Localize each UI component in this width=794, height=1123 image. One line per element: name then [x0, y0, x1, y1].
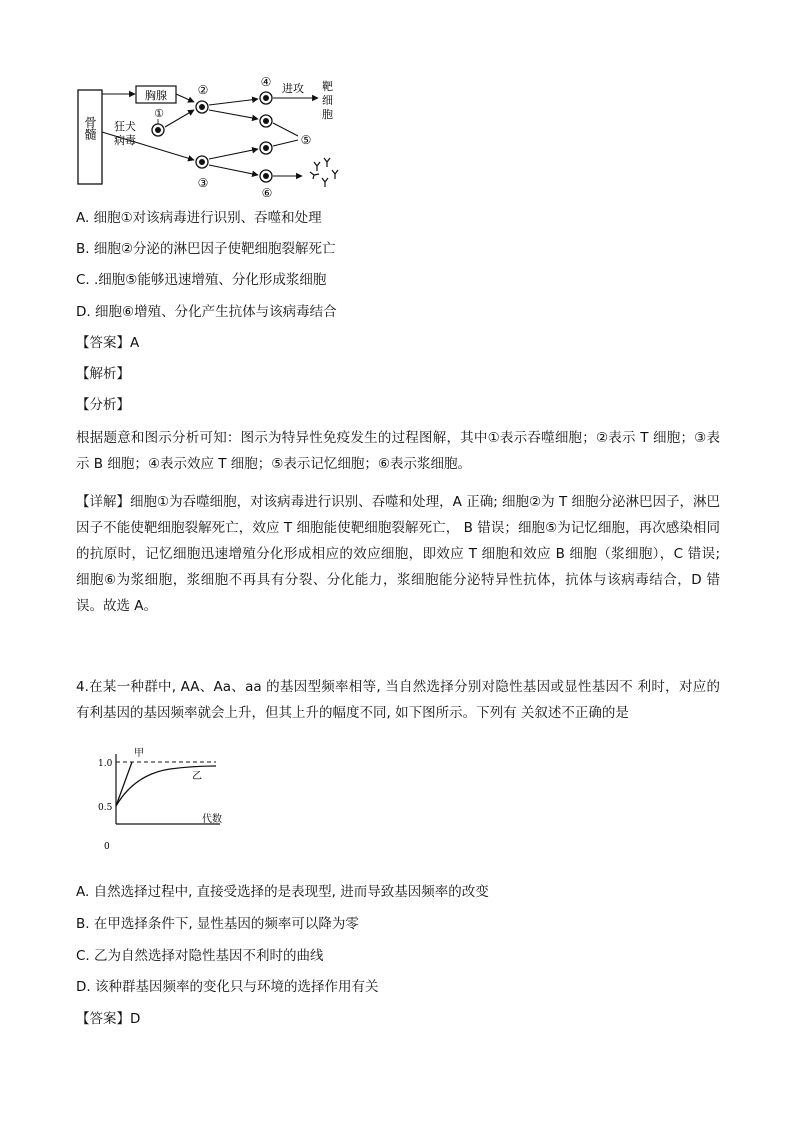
q3-option-d: D. 细胞⑥增殖、分化产生抗体与该病毒结合 — [76, 304, 337, 320]
q3-analysis-subtitle: 【分析】 — [76, 397, 130, 413]
q3-detail-text: 细胞①为吞噬细胞，对该病毒进行识别、吞噬和处理，A 正确; 细胞②为 T 细胞分泌淋巴因子，淋巴因子不能使靶细胞裂解死亡，效应 T 细胞能使靶细胞裂解死亡， B 错误；细胞⑤为记忆细胞，再次感染相同的抗原时，记忆细胞迅速增殖分化形成相应的效应细胞，即效应 T 细胞和效应 B 细胞（浆细胞），C 错误; 细胞⑥为浆细胞，浆细胞不再具有分裂、分化能力，浆细胞能分泌特异性抗体，抗体与该病毒结合，D 错误。故选 A。 — [76, 494, 721, 614]
q4-stem: 4.在某一种群中, AA、Aa、aa 的基因型频率相等, 当自然选择分别对隐性基因或显性基因不 利时，对应的有利基因的基因频率就会上升，但其上升的幅度不同, 如下图所示。下列有 关叙述不正确的是 — [76, 679, 720, 721]
target-cell-label-1: 靶 — [322, 80, 333, 93]
curve-yi-label: 乙 — [192, 771, 202, 782]
y-tick-05: 0.5 — [98, 803, 113, 813]
cell-6-number: ⑥ — [261, 186, 273, 200]
q3-analysis-text: 根据题意和图示分析可知：图示为特异性免疫发生的过程图解，其中①表示吞噬细胞；②表示 T 细胞；③表示 B 细胞；④表示效应 T 细胞；⑤表示记忆细胞；⑥表示浆细胞。 — [76, 430, 720, 472]
q3-detail-label: 【详解】 — [76, 494, 131, 510]
q3-answer: 【答案】A — [76, 335, 140, 351]
q4-answer: 【答案】D — [76, 1011, 141, 1027]
cell-5-number: ⑤ — [300, 133, 312, 147]
immune-process-diagram — [70, 72, 350, 202]
target-cell-label-2: 细 — [322, 94, 333, 107]
curve-jia — [116, 762, 132, 806]
antibody-icon — [310, 158, 338, 187]
q4-option-b: B. 在甲选择条件下, 显性基因的频率可以降为零 — [76, 916, 359, 932]
y-tick-0: 0 — [104, 842, 110, 852]
cell-1-number: ① — [154, 107, 164, 120]
thymus-label: 胸腺 — [145, 89, 167, 102]
q3-option-a: A. 细胞①对该病毒进行识别、吞噬和处理 — [76, 210, 322, 226]
cell-2-number: ② — [197, 83, 209, 97]
virus-label-1: 狂犬 — [114, 120, 136, 133]
q4-option-d: D. 该种群基因频率的变化只与环境的选择作用有关 — [76, 979, 379, 995]
y-tick-1: 1.0 — [98, 759, 113, 769]
gene-frequency-graph — [90, 744, 250, 854]
q4-option-a: A. 自然选择过程中, 直接受选择的是表现型, 进而导致基因频率的改变 — [76, 884, 489, 900]
bone-marrow-label-1: 骨髓 — [83, 116, 97, 140]
cell-3-number: ③ — [197, 176, 209, 190]
cell-4-number: ④ — [260, 75, 272, 89]
target-cell-label-3: 胞 — [322, 108, 333, 121]
q4-option-c: C. 乙为自然选择对隐性基因不利时的曲线 — [76, 948, 324, 964]
q3-option-c: C. .细胞⑤能够迅速增殖、分化形成浆细胞 — [76, 272, 327, 288]
q3-analysis-title: 【解析】 — [76, 366, 130, 382]
q3-detail — [76, 489, 720, 619]
q3-option-b: B. 细胞②分泌的淋巴因子使靶细胞裂解死亡 — [76, 241, 336, 257]
attack-label: 进攻 — [282, 82, 304, 95]
x-axis-label: 代数 — [202, 814, 222, 825]
virus-label-2: 病毒 — [114, 134, 136, 147]
curve-jia-label: 甲 — [134, 748, 144, 759]
